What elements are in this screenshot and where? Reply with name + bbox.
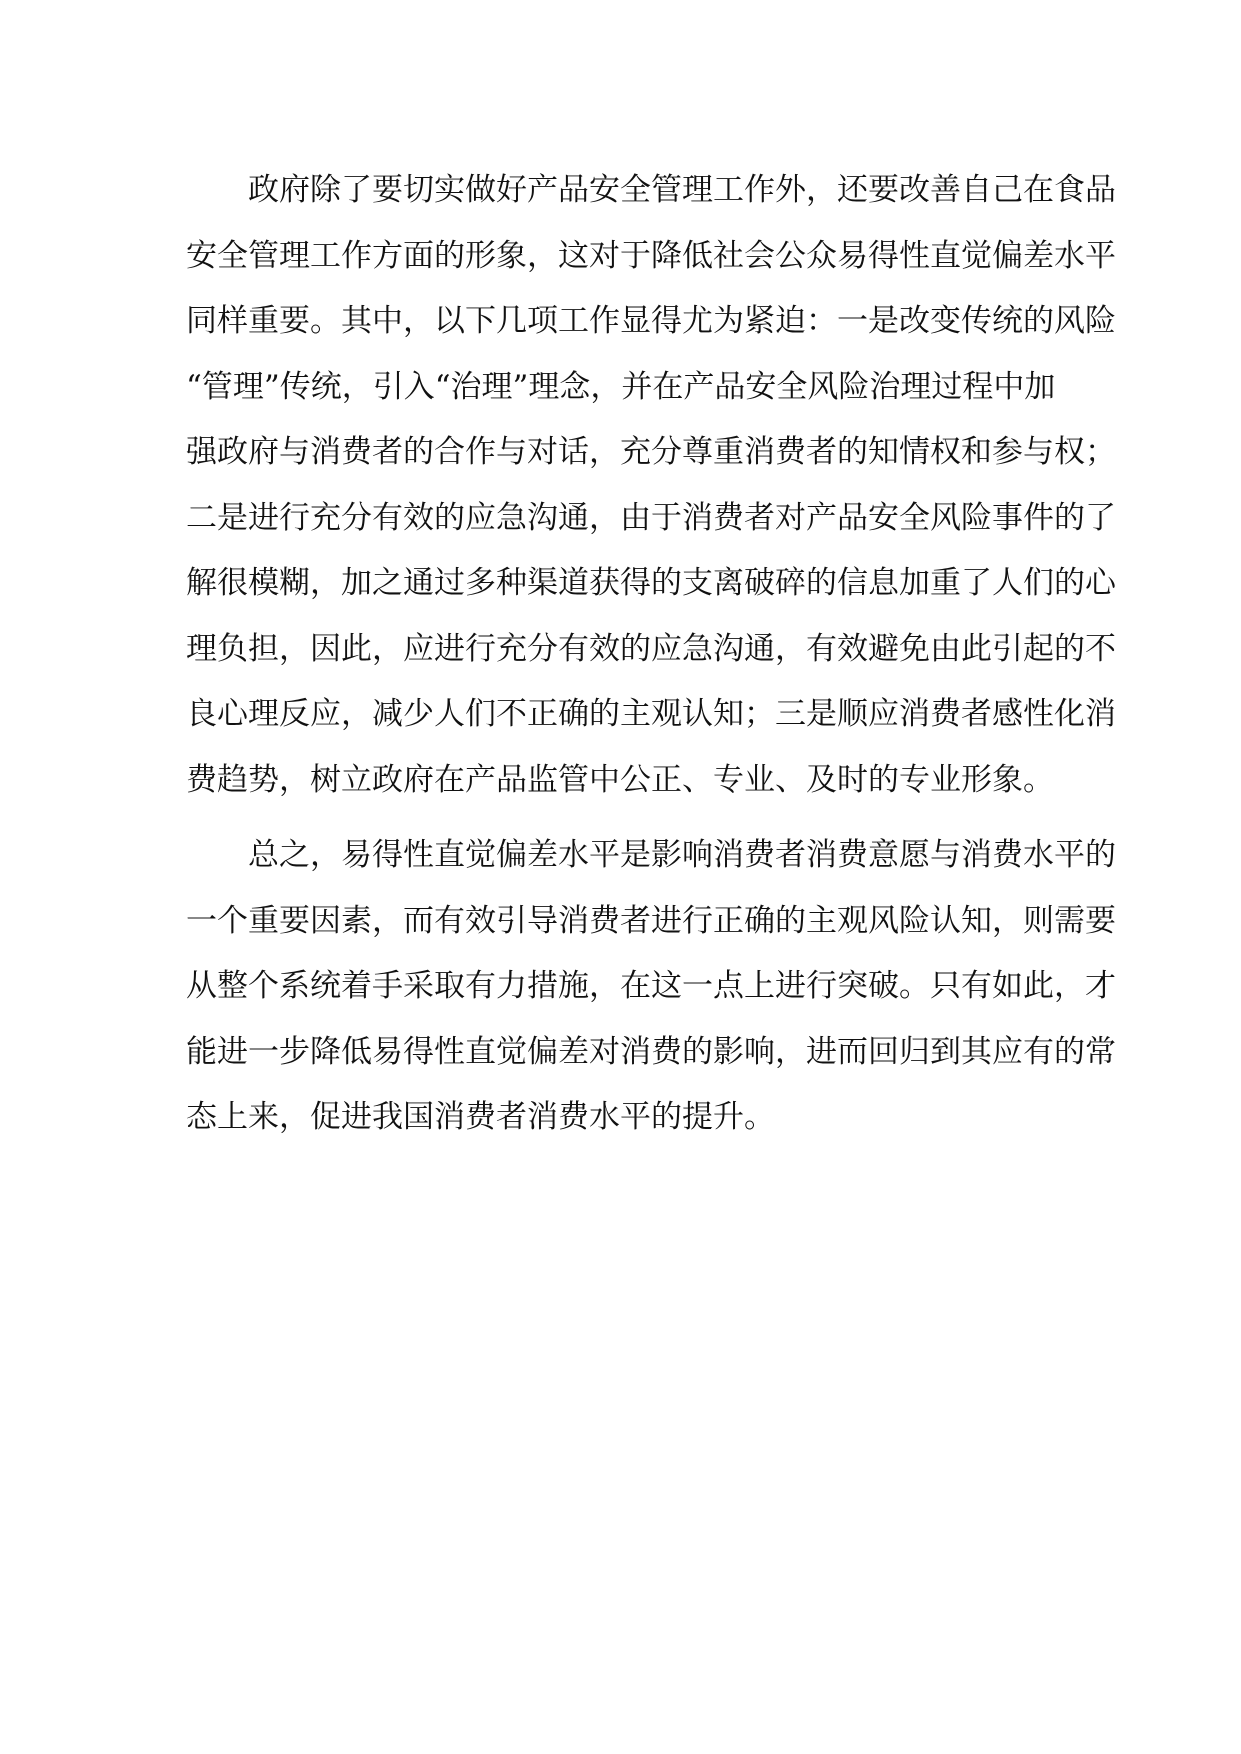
text-line: 良心理反应，减少人们不正确的主观认知；三是顺应消费者感性化消 (186, 696, 1116, 732)
text-line: 安全管理工作方面的形象，这对于降低社会公众易得性直觉偏差水平 (186, 237, 1116, 274)
text-line: 费趋势，树立政府在产品监管中公正、专业、及时的专业形象。 (186, 761, 1054, 798)
text-line: 理负担，因此，应进行充分有效的应急沟通，有效避免由此引起的不 (186, 630, 1116, 667)
text-line: 二是进行充分有效的应急沟通，由于消费者对产品安全风险事件的了 (186, 499, 1116, 536)
text-line: 解很模糊，加之通过多种渠道获得的支离破碎的信息加重了人们的心 (186, 565, 1116, 601)
text-line: 从整个系统着手采取有力措施，在这一点上进行突破。只有如此，才 (186, 968, 1116, 1004)
text-line: 态上来，促进我国消费者消费水平的提升。 (186, 1099, 775, 1135)
paragraph-conclusion (186, 823, 1116, 1151)
text-line: 强政府与消费者的合作与对话，充分尊重消费者的知情权和参与权； (186, 434, 1116, 470)
text-line: 一个重要因素，而有效引导消费者进行正确的主观风险认知，则需要 (186, 902, 1116, 939)
paragraph-government-measures (186, 158, 1116, 813)
text-line: 能进一步降低易得性直觉偏差对消费的影响，进而回归到其应有的常 (186, 1033, 1116, 1070)
text-line: 总之，易得性直觉偏差水平是影响消费者消费意愿与消费水平的 (248, 837, 1116, 873)
text-line: 同样重要。其中，以下几项工作显得尤为紧迫：一是改变传统的风险 (186, 303, 1116, 339)
body-text (186, 158, 1116, 1151)
text-line: “管理”传统，引入“治理”理念，并在产品安全风险治理过程中加 (186, 368, 1056, 405)
text-line: 政府除了要切实做好产品安全管理工作外，还要改善自己在食品 (248, 172, 1116, 208)
